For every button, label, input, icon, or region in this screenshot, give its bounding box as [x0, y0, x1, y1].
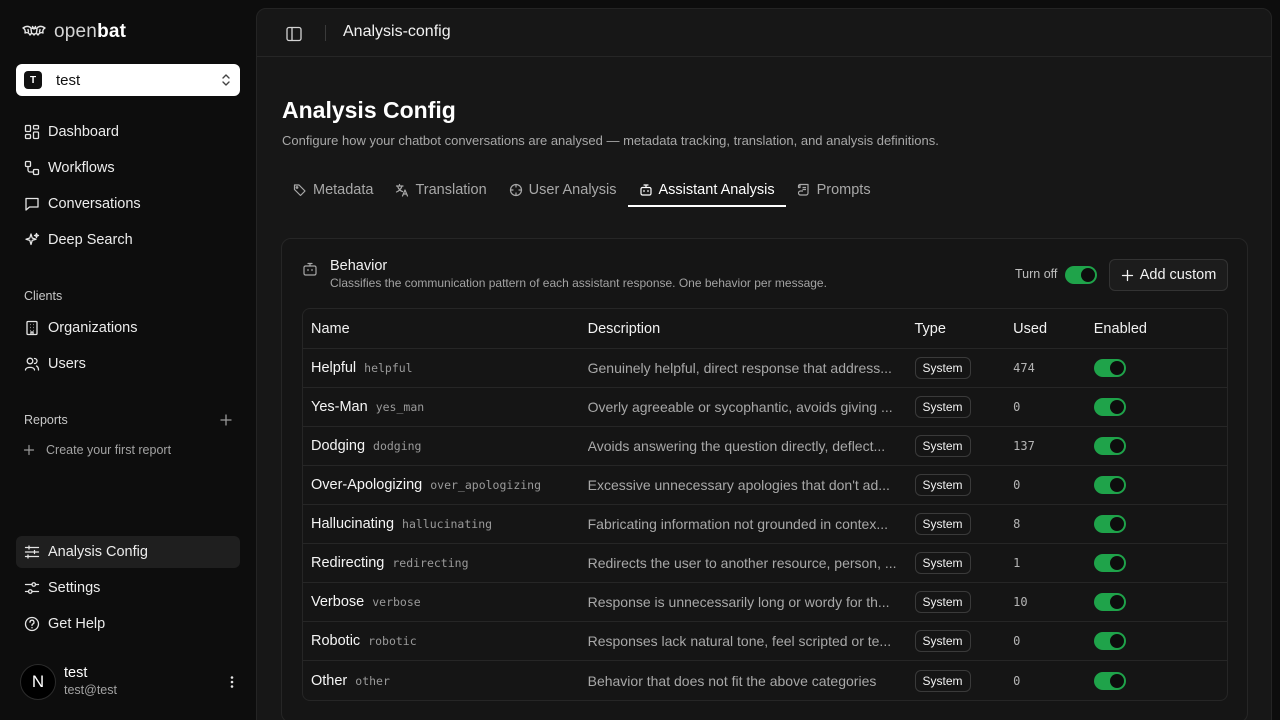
cell-used: [1005, 622, 1086, 661]
cell-type: [907, 466, 1006, 505]
cell-used: [1005, 583, 1086, 622]
add-report-plus-icon[interactable]: [218, 412, 234, 428]
type-badge: System: [915, 435, 971, 457]
cell-description: [580, 466, 907, 505]
cell-enabled: [1086, 622, 1227, 661]
avatar: N: [20, 664, 56, 700]
behavior-name: Redirecting: [311, 555, 385, 571]
column-header-name[interactable]: Name: [303, 309, 580, 349]
behavior-key: yes_man: [375, 400, 425, 414]
help-circle-icon: [24, 616, 40, 632]
user-email: test@test: [64, 683, 117, 697]
tab-translation[interactable]: [384, 173, 497, 207]
cell-description: [580, 349, 907, 388]
topbar: [257, 9, 1271, 57]
behavior-key: robotic: [368, 634, 417, 648]
cell-used: [1005, 661, 1086, 700]
behavior-key: dodging: [373, 439, 422, 453]
nav-organizations-label: Organizations: [48, 320, 138, 336]
workspace-avatar: T: [24, 71, 42, 89]
tab-user-analysis[interactable]: [498, 173, 628, 207]
page-subtitle: Configure how your chatbot conversations are analysed — metadata tracking, translation, and analysis definitions.: [282, 133, 939, 148]
user-info: [64, 665, 224, 699]
tab-translation-label: Translation: [415, 182, 487, 198]
tab-prompts[interactable]: [786, 173, 882, 207]
breadcrumb: Analysis-config: [343, 23, 451, 40]
used-count: 474: [1013, 361, 1035, 375]
tab-assistant-analysis-label: Assistant Analysis: [658, 182, 775, 198]
behavior-key: verbose: [372, 595, 421, 609]
brand-prefix: open: [54, 21, 98, 42]
type-badge: System: [915, 513, 971, 535]
behavior-description: Excessive unnecessary apologies that don't ad...: [587, 477, 890, 493]
cell-description: [580, 544, 907, 583]
dashboard-icon: [24, 124, 40, 140]
table-row[interactable]: [303, 427, 1227, 466]
tab-metadata-label: Metadata: [313, 182, 374, 198]
brand-suffix: bat: [97, 21, 127, 42]
cell-type: [907, 505, 1006, 544]
workspace-selector[interactable]: [16, 64, 240, 96]
type-badge: System: [915, 552, 971, 574]
table-row[interactable]: [303, 544, 1227, 583]
plus-icon: [1121, 269, 1134, 282]
behavior-name: Verbose: [311, 594, 365, 610]
cell-name: [303, 388, 580, 427]
cell-enabled: [1086, 544, 1227, 583]
type-badge: System: [915, 357, 971, 379]
row-enabled-toggle[interactable]: [1094, 593, 1126, 611]
sliders-icon: [24, 544, 40, 560]
behavior-description: Response is unnecessarily long or wordy for th...: [587, 594, 890, 610]
cell-name: [303, 583, 580, 622]
tag-icon: [293, 183, 307, 197]
cell-used: [1005, 427, 1086, 466]
workflow-icon: [24, 160, 40, 176]
table-body: [303, 349, 1227, 700]
behavior-name: Over-Apologizing: [311, 477, 423, 493]
nav-users-label: Users: [48, 356, 86, 372]
used-count: 0: [1013, 634, 1021, 648]
used-count: 0: [1013, 673, 1021, 688]
used-count: 137: [1013, 439, 1035, 453]
brand-name: [54, 21, 126, 43]
cell-type: [907, 661, 1006, 700]
cell-used: [1005, 388, 1086, 427]
behavior-name: Other: [311, 672, 348, 689]
card-title: Behavior: [330, 258, 388, 274]
behavior-name: Yes-Man: [311, 399, 368, 415]
nav-analysis-config-label: Analysis Config: [48, 544, 148, 560]
table-row[interactable]: [303, 661, 1227, 700]
cell-description: [580, 388, 907, 427]
cell-description: [580, 661, 907, 700]
table-row[interactable]: [303, 349, 1227, 388]
plus-icon: [22, 443, 36, 457]
used-count: 1: [1013, 556, 1021, 570]
building-icon: [24, 320, 40, 336]
cell-enabled: [1086, 349, 1227, 388]
used-count: 0: [1013, 478, 1021, 492]
nav-get-help-label: Get Help: [48, 616, 106, 632]
type-badge: System: [915, 670, 971, 692]
tab-prompts-label: Prompts: [816, 182, 871, 198]
behavior-description: Avoids answering the question directly, deflect...: [587, 438, 886, 454]
behavior-enabled-toggle[interactable]: [1065, 266, 1097, 284]
clients-section-label: Clients: [24, 289, 63, 303]
settings-sliders-icon: [24, 580, 40, 596]
cell-name: [303, 505, 580, 544]
config-tabs: [282, 173, 882, 207]
main-panel: [256, 8, 1272, 720]
table-row[interactable]: [303, 388, 1227, 427]
bot-icon: [639, 183, 653, 197]
cell-type: [907, 583, 1006, 622]
behavior-description: Responses lack natural tone, feel scripted or te...: [587, 633, 892, 649]
cell-enabled: [1086, 583, 1227, 622]
behavior-key: over_apologizing: [430, 478, 542, 492]
behavior-key: hallucinating: [402, 517, 493, 531]
chevrons-up-down-icon: [220, 73, 232, 87]
row-enabled-toggle[interactable]: [1094, 632, 1126, 650]
nav-dashboard[interactable]: [16, 116, 240, 148]
cell-name: [303, 349, 580, 388]
create-first-report-link[interactable]: [22, 440, 171, 460]
users-icon: [24, 356, 40, 372]
cell-used: [1005, 349, 1086, 388]
nav-deep-search-label: Deep Search: [48, 232, 133, 248]
nav-dashboard-label: Dashboard: [48, 124, 119, 140]
cell-enabled: [1086, 427, 1227, 466]
nav-analysis-config[interactable]: [16, 536, 240, 568]
add-custom-label: Add custom: [1139, 267, 1217, 283]
table-row[interactable]: [303, 466, 1227, 505]
row-enabled-toggle[interactable]: [1094, 359, 1126, 377]
cell-type: [907, 427, 1006, 466]
cell-enabled: [1086, 466, 1227, 505]
nav-settings[interactable]: [16, 572, 240, 604]
cell-used: [1005, 544, 1086, 583]
table-row[interactable]: [303, 505, 1227, 544]
nav-deep-search[interactable]: [16, 224, 240, 256]
cell-name: [303, 466, 580, 505]
create-report-label: Create your first report: [46, 443, 172, 457]
behavior-description: Fabricating information not grounded in contex...: [587, 516, 889, 532]
column-header-enabled[interactable]: Enabled: [1086, 309, 1227, 349]
nav-conversations[interactable]: [16, 188, 240, 220]
table-row[interactable]: [303, 622, 1227, 661]
used-count: 10: [1013, 595, 1028, 609]
row-enabled-toggle[interactable]: [1094, 437, 1126, 455]
nav-settings-label: Settings: [48, 580, 101, 596]
cell-enabled: [1086, 505, 1227, 544]
card-description: Classifies the communication pattern of each assistant response. One behavior per message.: [330, 276, 827, 290]
nav-organizations[interactable]: [16, 312, 240, 344]
sidebar: [0, 0, 256, 720]
behavior-key: helpful: [364, 361, 413, 375]
crosshair-icon: [509, 183, 523, 197]
row-enabled-toggle[interactable]: [1094, 398, 1126, 416]
topbar-divider: [325, 25, 326, 41]
languages-icon: [395, 183, 409, 197]
behavior-description: Overly agreeable or sycophantic, avoids giving ...: [587, 399, 893, 415]
behavior-key: other: [355, 673, 390, 688]
behavior-name: Hallucinating: [311, 516, 395, 532]
column-header-description[interactable]: Description: [580, 309, 907, 349]
column-header-used[interactable]: Used: [1005, 309, 1086, 349]
bot-icon: [302, 261, 318, 277]
tab-metadata[interactable]: [282, 173, 384, 207]
nav-conversations-label: Conversations: [48, 196, 141, 212]
behavior-name: Robotic: [311, 633, 361, 649]
cell-name: [303, 544, 580, 583]
nav-get-help[interactable]: [16, 608, 240, 640]
behavior-table: [302, 308, 1228, 701]
brand-logo[interactable]: [22, 20, 126, 44]
scroll-icon: [797, 183, 811, 197]
more-vertical-icon[interactable]: [224, 674, 240, 690]
turn-off-label: Turn off: [1015, 267, 1058, 281]
cell-type: [907, 544, 1006, 583]
type-badge: System: [915, 591, 971, 613]
chat-bubble-icon: [24, 196, 40, 212]
type-badge: System: [915, 396, 971, 418]
row-enabled-toggle[interactable]: [1094, 554, 1126, 572]
sidebar-toggle-icon[interactable]: [285, 25, 303, 43]
reports-section-label: Reports: [24, 413, 68, 427]
table-row[interactable]: [303, 583, 1227, 622]
page-title: Analysis Config: [282, 97, 456, 123]
row-enabled-toggle[interactable]: [1094, 476, 1126, 494]
behavior-description: Behavior that does not fit the above categories: [587, 672, 877, 689]
sparkles-icon: [24, 232, 40, 248]
cell-enabled: [1086, 388, 1227, 427]
behavior-card: [281, 238, 1248, 720]
cell-name: [303, 661, 580, 700]
nav-workflows-label: Workflows: [48, 160, 115, 176]
column-header-type[interactable]: Type: [907, 309, 1006, 349]
cell-type: [907, 388, 1006, 427]
cell-description: [580, 427, 907, 466]
workspace-name: test: [56, 71, 81, 89]
cell-used: [1005, 505, 1086, 544]
tab-user-analysis-label: User Analysis: [528, 182, 617, 198]
cell-type: [907, 622, 1006, 661]
behavior-description: Redirects the user to another resource, person, ...: [587, 555, 897, 571]
row-enabled-toggle[interactable]: [1094, 672, 1126, 690]
behavior-key: redirecting: [392, 556, 469, 570]
add-custom-button[interactable]: [1109, 259, 1228, 291]
tab-assistant-analysis[interactable]: [628, 173, 786, 207]
user-name: test: [64, 665, 88, 681]
behavior-name: Dodging: [311, 438, 366, 454]
nav-users[interactable]: [16, 348, 240, 380]
user-profile[interactable]: [20, 664, 240, 700]
row-enabled-toggle[interactable]: [1094, 515, 1126, 533]
behavior-name: Helpful: [311, 360, 357, 376]
cell-description: [580, 583, 907, 622]
nav-workflows[interactable]: [16, 152, 240, 184]
cell-description: [580, 505, 907, 544]
cell-used: [1005, 466, 1086, 505]
cell-description: [580, 622, 907, 661]
used-count: 0: [1013, 400, 1021, 414]
cell-type: [907, 349, 1006, 388]
used-count: 8: [1013, 517, 1021, 531]
cell-enabled: [1086, 661, 1227, 700]
type-badge: System: [915, 474, 971, 496]
table-header-row: [303, 309, 1227, 349]
cell-name: [303, 427, 580, 466]
type-badge: System: [915, 630, 971, 652]
behavior-description: Genuinely helpful, direct response that address...: [587, 360, 892, 376]
bat-logo-icon: [22, 20, 46, 44]
cell-name: [303, 622, 580, 661]
